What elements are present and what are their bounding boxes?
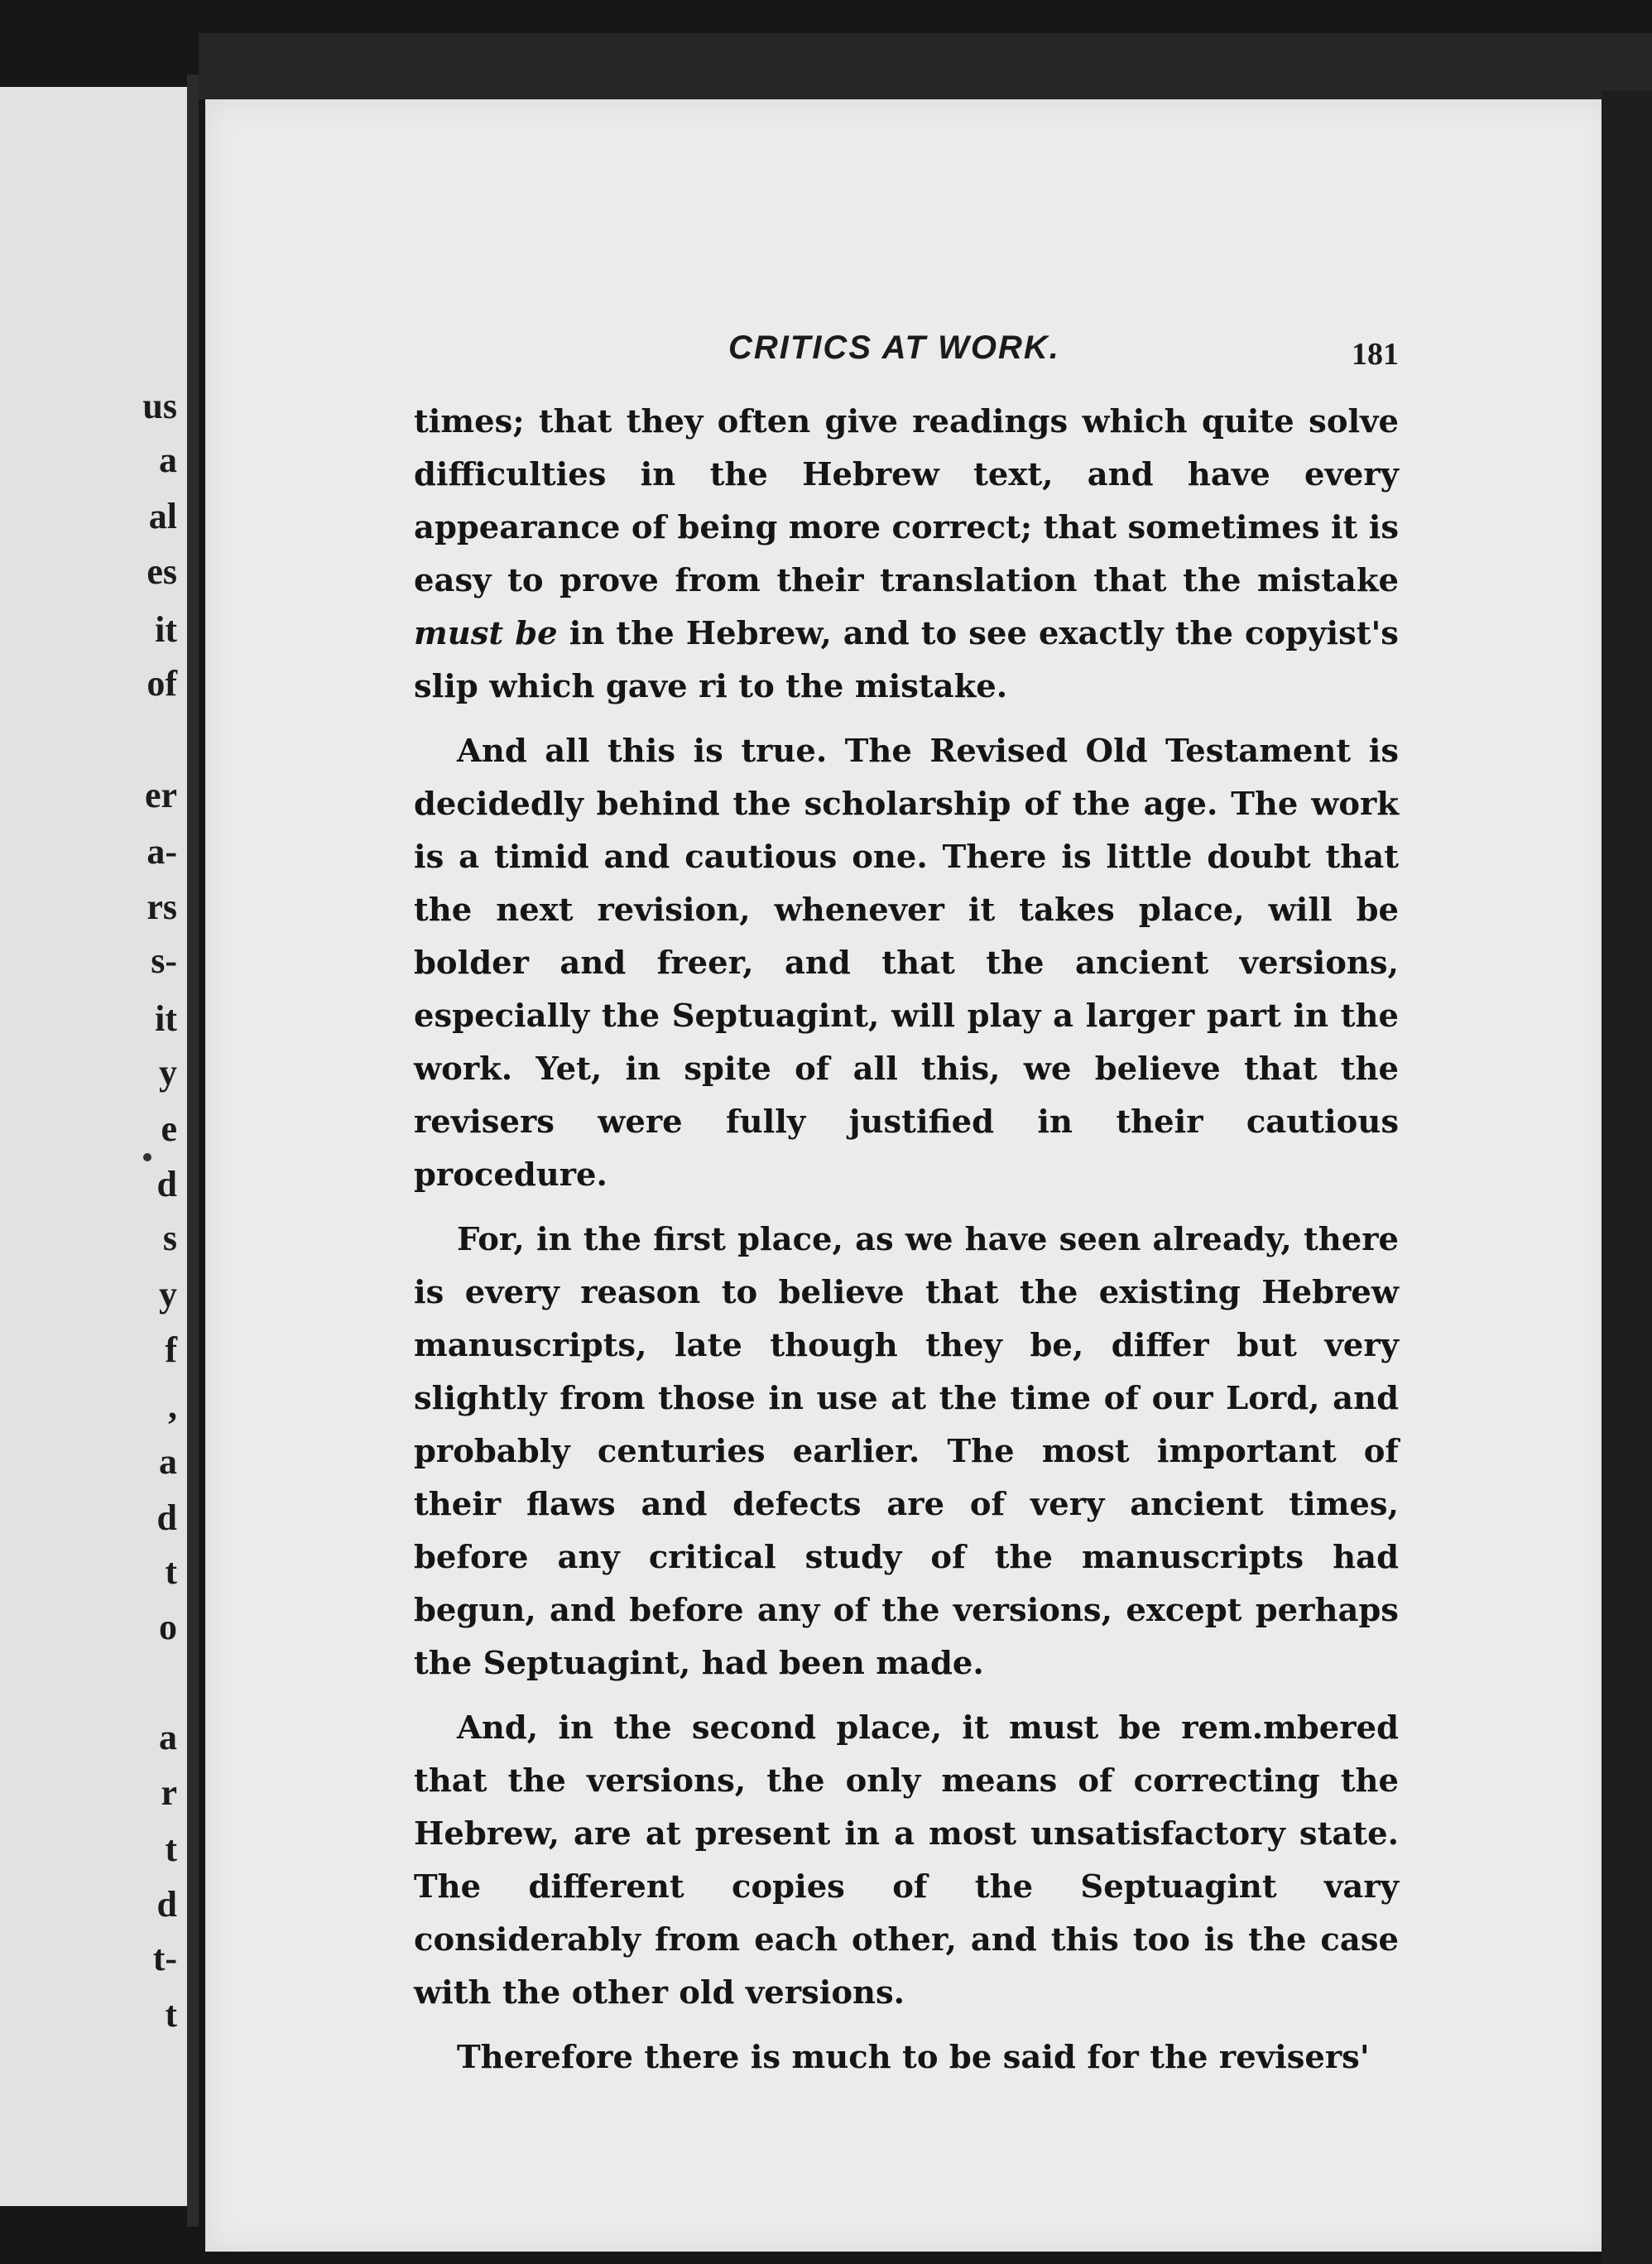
facing-page-fragment: d [156,1164,177,1204]
page-number: 181 [1352,337,1399,372]
facing-page-fragment: t [165,1994,177,2035]
facing-page-fragment: er [144,775,177,815]
paragraph-text: Therefore there is much to be said for the revisers' [457,2039,1370,2076]
facing-page-fragment: al [148,496,177,536]
facing-page-fragment: es [146,551,177,592]
paragraph [414,725,1399,1202]
facing-page-fragment: t [165,1829,177,1869]
paragraph-text: For, in the first place, as we have seen already, there is every reason to believe that the existing Hebrew manuscripts, late though they be, differ but very slightly from those in use at the time of our Lord, and probably centuries earlier. The most important of their flaws and defects are of very ancient times, before any critical study of the manuscripts had begun, and before any of the versions, except perhaps the Septuagint, had been made. [414,1221,1399,1682]
scan-right-edge [1602,91,1652,2264]
paragraph-text: in the Hebrew, and to see exactly the copyist's slip which gave ri to the mistake. [414,615,1399,705]
facing-page-fragment: y [159,1052,177,1093]
facing-page-fragment: a [159,1441,177,1482]
body-text [414,396,1399,2096]
facing-page-fragment: o [159,1607,177,1647]
facing-page-fragment: us [142,386,177,426]
facing-page-fragment: t- [152,1938,177,1978]
paragraph-text: And all this is true. The Revised Old Testament is decidedly behind the scholarship of the age. The work is a timid and cautious one. There is little doubt that the next revision, whenever it takes place, will be bolder and freer, and that the ancient versions, especially the Septuagint, will play a larger part in the work. Yet, in spite of all this, we believe that the revisers were fully justified in their cautious procedure. [414,733,1399,1194]
facing-page-fragment: y [159,1274,177,1315]
paragraph-text: times; that they often give readings which quite solve difficulties in the Hebrew text, and have every appearance of being more correct; that sometimes it is easy to prove from their translation that the mistake [414,403,1399,599]
facing-page-fragment: s [162,1218,177,1258]
book-gutter [187,75,199,2227]
paragraph [414,1702,1399,2020]
italic-text: must be [414,615,558,652]
facing-page-fragment: t [165,1551,177,1592]
facing-page-fragment: d [156,1497,177,1538]
facing-page-fragment: it [155,998,177,1039]
facing-page-fragment: it [155,609,177,650]
paragraph [414,396,1399,714]
facing-page-fragment: rs [146,887,177,927]
facing-page-fragment: a- [146,831,177,872]
scan-top-edge [199,33,1652,99]
facing-page-fragment: s- [151,940,177,981]
facing-page-fragment: of [146,663,177,704]
running-head: CRITICS AT WORK. [728,329,1060,366]
paragraph-text: And, in the second place, it must be rem.mbered that the versions, the only means of correcting the Hebrew, are at present in a most unsatisfactory state. The different copies of the Septuagint vary considerably from each other, and this too is the case with the other old versions. [414,1709,1399,2012]
facing-page-fragment: d [156,1884,177,1925]
facing-page-fragment: a [159,440,177,480]
paragraph [414,2031,1399,2084]
facing-page-fragment: e [161,1108,177,1149]
paragraph [414,1214,1399,1690]
facing-page-fragment: f [165,1329,177,1370]
facing-page-fragment: a [159,1717,177,1757]
facing-page-left [0,87,192,2206]
ink-speck [143,1153,151,1161]
facing-page-fragment: r [161,1772,177,1813]
facing-page-fragment: , [168,1386,177,1426]
